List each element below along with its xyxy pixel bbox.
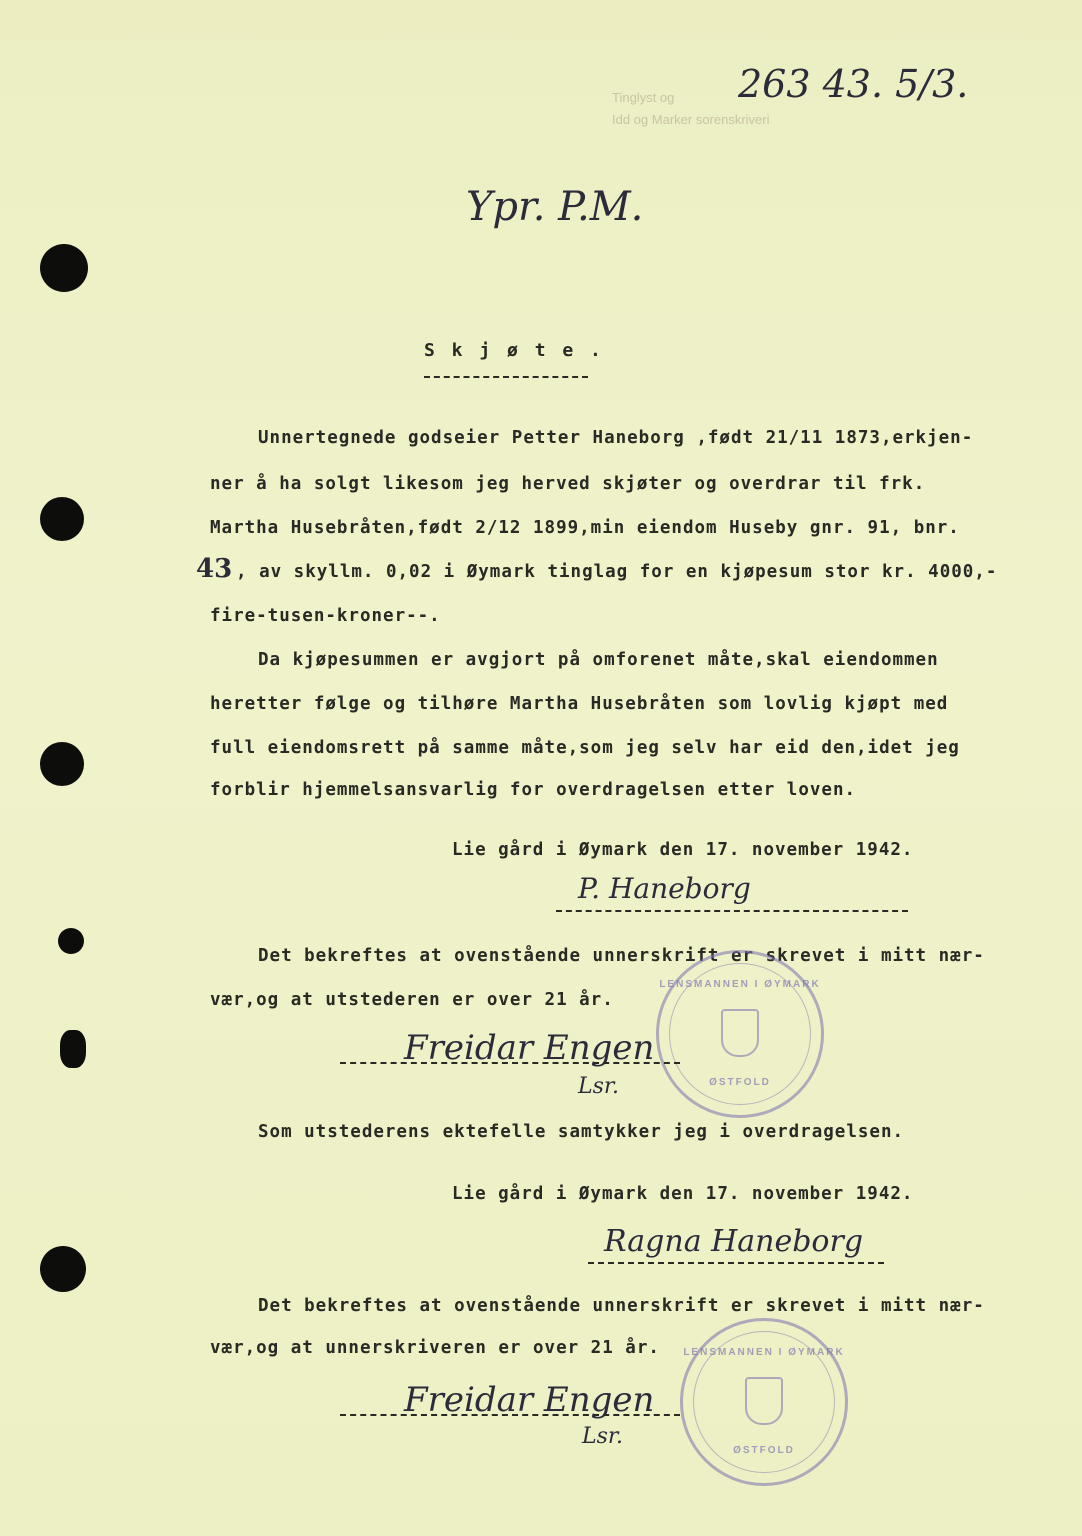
confirmation-line: Det bekreftes at ovenstående unnerskrift er skrevet i mitt nær- — [258, 946, 985, 966]
body-line: forblir hjemmelsansvarlig for overdragelsen etter loven. — [210, 780, 857, 800]
signature-line — [556, 910, 908, 912]
initials-note: Ypr. P.M. — [466, 184, 644, 230]
body-line: full eiendomsrett på samme måte,som jeg selv har eid den,idet jeg — [210, 738, 960, 758]
witness-signature-line — [340, 1062, 680, 1064]
confirmation-line: vær,og at unnerskriveren er over 21 år. — [210, 1338, 660, 1358]
body-line: Unnertegnede godseier Petter Haneborg ,født 21/11 1873,erkjen- — [258, 428, 974, 448]
stamp-text-top: LENSMANNEN I ØYMARK — [683, 1347, 845, 1358]
document-title: S k j ø t e . — [424, 340, 604, 361]
witness-signature: Freidar Engen — [404, 1028, 655, 1068]
punch-hole-6 — [40, 1246, 86, 1292]
body-line: Martha Husebråten,født 2/12 1899,min eiendom Huseby gnr. 91, bnr. — [210, 518, 960, 538]
body-line: fire-tusen-kroner--. — [210, 606, 441, 626]
place-date: Lie gård i Øymark den 17. november 1942. — [452, 1184, 914, 1204]
signature-ragna-haneborg: Ragna Haneborg — [604, 1224, 864, 1259]
body-line: ner å ha solgt likesom jeg herved skjøter og overdrar til frk. — [210, 474, 926, 494]
reference-number: 263 43. 5/3. — [738, 62, 969, 106]
punch-hole-4 — [58, 928, 84, 954]
coat-of-arms-shield — [721, 1009, 759, 1057]
witness-title: Lsr. — [578, 1074, 619, 1099]
signature-haneborg: P. Haneborg — [578, 872, 751, 905]
punch-hole-2 — [40, 497, 84, 541]
witness-signature: Freidar Engen — [404, 1380, 655, 1420]
body-line: heretter følge og tilhøre Martha Husebråten som lovlig kjøpt med — [210, 694, 949, 714]
punch-hole-3 — [40, 742, 84, 786]
confirmation-line: vær,og at utstederen er over 21 år. — [210, 990, 614, 1010]
body-line: Da kjøpesummen er avgjort på omforenet måte,skal eiendommen — [258, 650, 939, 670]
signature-line — [588, 1262, 884, 1264]
witness-title: Lsr. — [582, 1424, 623, 1449]
lensmann-official-stamp — [656, 950, 824, 1118]
stamp-text-top: LENSMANNEN I ØYMARK — [659, 979, 821, 990]
punch-hole-1 — [40, 244, 88, 292]
faint-registry-stamp-line1: Tinglyst og — [612, 90, 675, 105]
lensmann-official-stamp — [680, 1318, 848, 1486]
body-line: , av skyllm. 0,02 i Øymark tinglag for en kjøpesum stor kr. 4000,- — [236, 562, 998, 582]
spouse-consent: Som utstederens ektefelle samtykker jeg i overdragelsen. — [258, 1122, 905, 1142]
place-date: Lie gård i Øymark den 17. november 1942. — [452, 840, 914, 860]
title-underline — [424, 376, 588, 378]
stamp-text-bottom: ØSTFOLD — [709, 1077, 771, 1088]
confirmation-line: Det bekreftes at ovenstående unnerskrift er skrevet i mitt nær- — [258, 1296, 985, 1316]
coat-of-arms-shield — [745, 1377, 783, 1425]
punch-hole-5 — [60, 1030, 86, 1068]
witness-signature-line — [340, 1414, 680, 1416]
handwritten-parcel-number: 43 — [196, 554, 233, 584]
faint-registry-stamp-line2: Idd og Marker sorenskriveri — [612, 112, 770, 127]
stamp-text-bottom: ØSTFOLD — [733, 1445, 795, 1456]
